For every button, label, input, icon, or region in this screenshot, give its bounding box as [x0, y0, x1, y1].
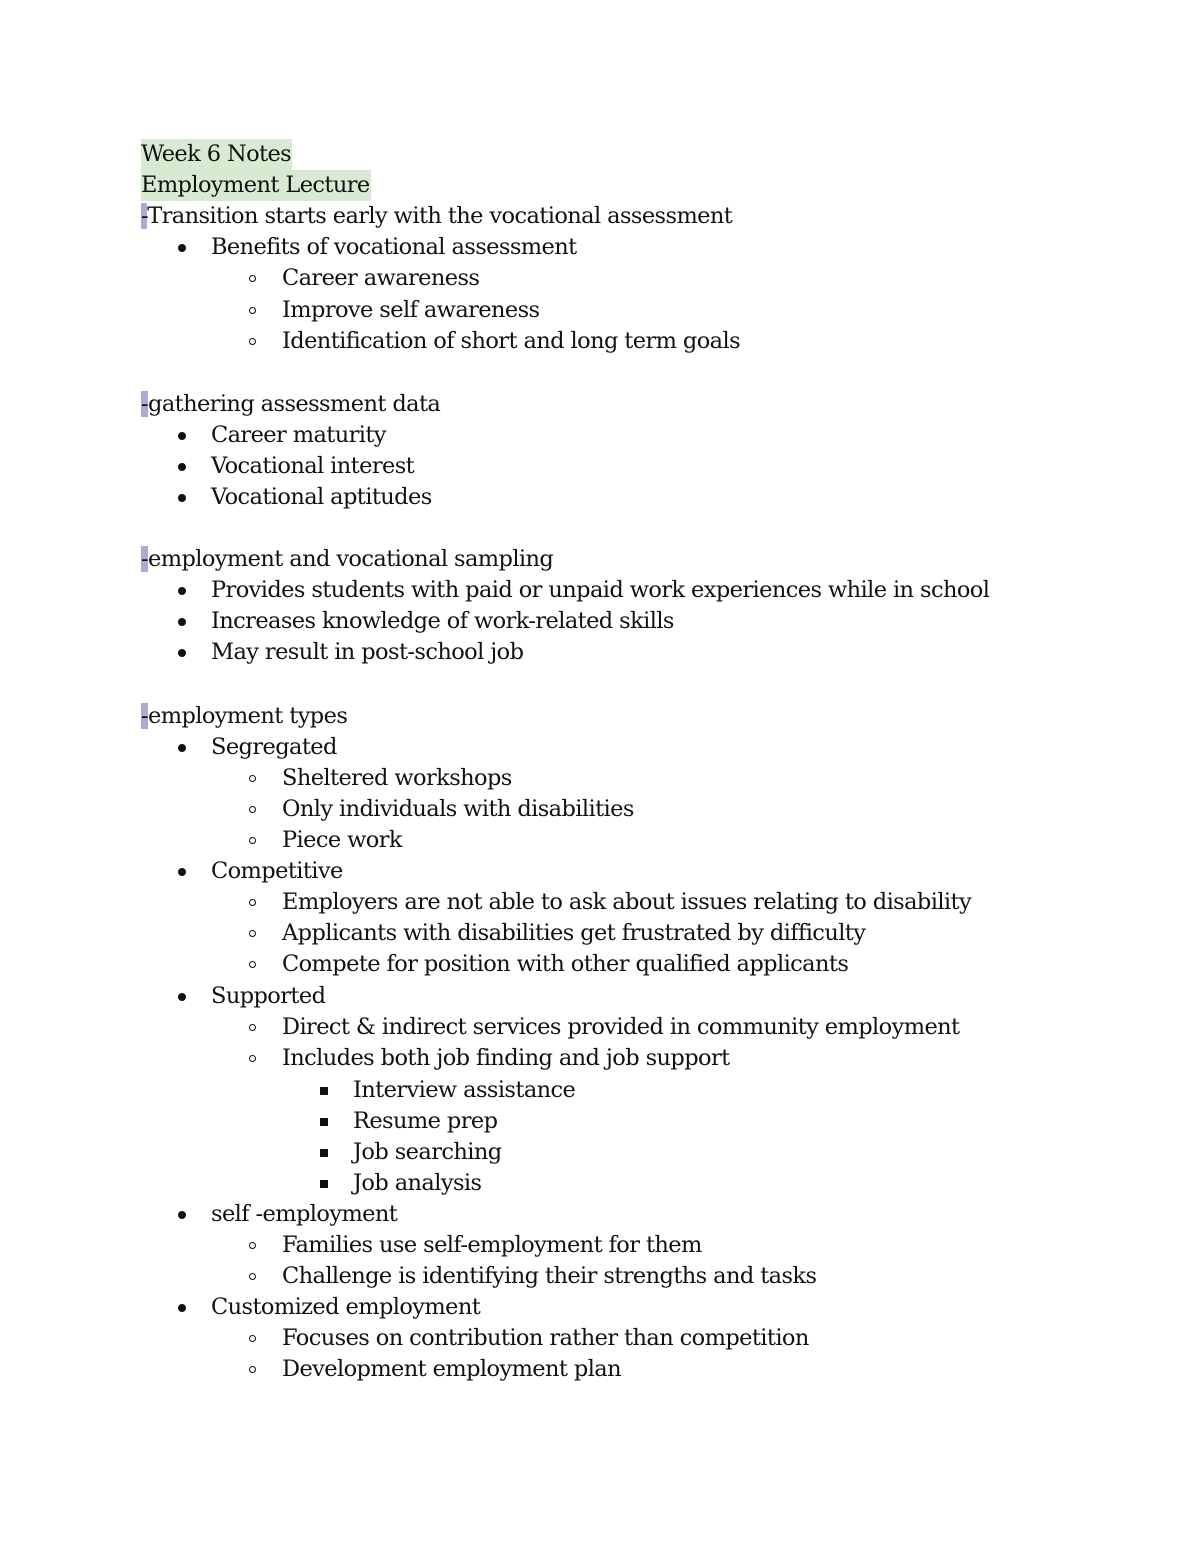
square-bullet-icon: [320, 1118, 328, 1126]
bullet-icon: [178, 1211, 186, 1219]
bullet-icon: [178, 1304, 186, 1312]
bullet-icon: [178, 244, 186, 252]
circle-bullet-icon: [249, 837, 256, 844]
circle-bullet-icon: [249, 307, 256, 314]
circle-bullet-icon: [249, 930, 256, 937]
circle-bullet-icon: [249, 275, 256, 282]
circle-bullet-icon: [249, 338, 256, 345]
circle-bullet-icon: [249, 1055, 256, 1062]
bullet-icon: [178, 618, 186, 626]
square-bullet-icon: [320, 1149, 328, 1157]
bullet-icon: [178, 744, 186, 752]
dash-marker: -: [141, 703, 149, 729]
circle-bullet-icon: [249, 1024, 256, 1031]
circle-bullet-icon: [249, 961, 256, 968]
bullet-icon: [178, 432, 186, 440]
circle-bullet-icon: [249, 1273, 256, 1280]
circle-bullet-icon: [249, 1366, 256, 1373]
circle-bullet-icon: [249, 806, 256, 813]
circle-bullet-icon: [249, 775, 256, 782]
bullet-icon: [178, 587, 186, 595]
document-page: Week 6 Notes Employment Lecture -Transition starts early with the vocational assessment Benefits of vocational assessment Career awareness Improve self awareness Identification of short and long term goals -gathering assessment data Career maturity Vocational interest Vocational aptitudes -employment and vocational sampling Provides students with paid or unpaid work experiences while in school Increases knowledge of work-related skills May result in post-school job -employment types Segregated Sheltered workshops Only individuals with disabilities Piece work Competitive Employers are not able to ask about issues relating to disability Applicants with disabilities get frustrated by difficulty Compete for position with other qualified applicants Supported Direct & indirect services provided in community employment Includes both job finding and job support Interview assistance Resume prep Job searching Job analysis self -employment Families use self-employment for them Challenge is identifying their strengths and tasks Customized employment Focuses on contribution rather than competition Development employment plan: [141, 141, 990, 1382]
bullet-icon: [178, 494, 186, 502]
circle-bullet-icon: [249, 1242, 256, 1249]
bullet-icon: [178, 993, 186, 1001]
bullet-icon: [178, 868, 186, 876]
circle-bullet-icon: [249, 1335, 256, 1342]
dash-marker: -: [141, 391, 149, 417]
circle-bullet-icon: [249, 899, 256, 906]
dash-marker: -: [141, 546, 149, 572]
bullet-icon: [178, 649, 186, 657]
bullet-icon: [178, 463, 186, 471]
square-bullet-icon: [320, 1087, 328, 1095]
dash-marker: -: [141, 203, 148, 229]
square-bullet-icon: [320, 1180, 328, 1188]
